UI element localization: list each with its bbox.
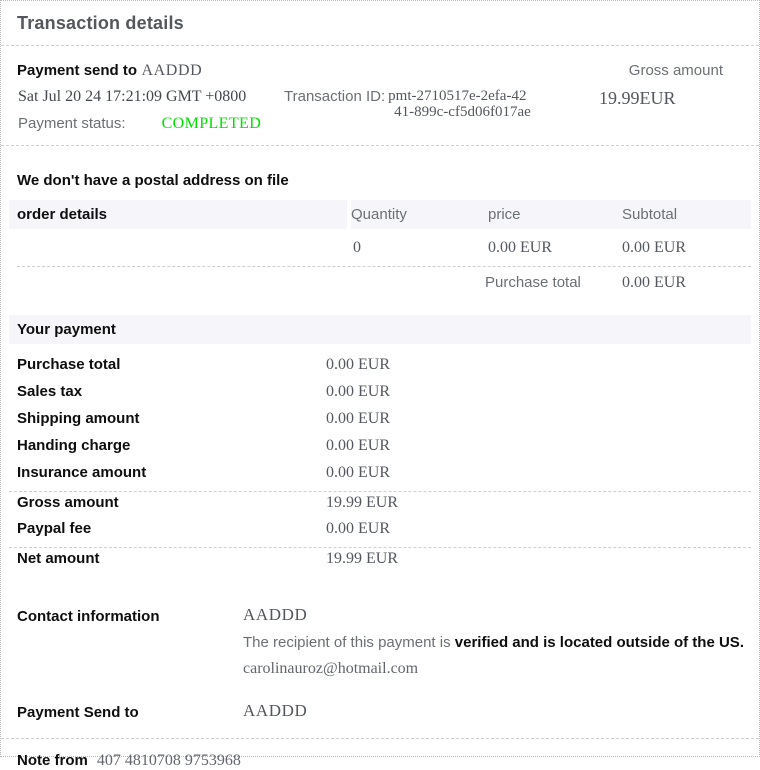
transaction-id-value [388,88,531,120]
payment-send-to-section [9,701,751,721]
order-details-title: order details [9,200,347,229]
purchase-total-value: 0.00 EUR [622,274,686,291]
your-payment-rows [9,356,751,576]
row-value: 19.99 EUR [326,494,398,511]
subtotal-column-header: Subtotal [618,200,751,229]
price-column-header: price [484,200,618,229]
payment-status-value: COMPLETED [161,115,262,132]
row-value: 0.00 EUR [326,464,390,481]
recipient-note-prefix: The recipient of this payment is [243,634,455,651]
order-item-cell [9,229,347,266]
note-from-value: 407 4810708 9753968 [96,752,241,769]
transaction-id-line1: pmt-2710517e-2efa-42 [388,88,527,104]
transaction-id-label: Transaction ID: [284,88,386,105]
payment-status-label: Payment status: [18,115,126,132]
summary-right-column [599,88,751,109]
recipient-note-bold: verified and is located outside of the US. [454,634,744,651]
note-from-section [1,738,759,770]
note-from-label: Note from [17,752,88,769]
row-label: Handing charge [17,437,131,454]
contact-email: carolinauroz@hotmail.com [243,660,419,677]
row-label: Sales tax [17,383,83,400]
transaction-date: Sat Jul 20 24 17:21:09 GMT +0800 [18,88,247,105]
payment-row-shipping-amount [9,410,751,437]
quantity-column-header: Quantity [351,200,484,229]
row-value: 0.00 EUR [326,383,390,400]
row-value: 0.00 EUR [326,356,390,373]
row-label: Net amount [17,550,100,567]
payment-row-sales-tax [9,383,751,410]
row-label: Paypal fee [17,520,92,537]
contact-name: AADDD [243,605,308,624]
row-value: 19.99 EUR [326,550,398,567]
order-details-table [9,200,751,300]
subtotal-value: 0.00 EUR [622,239,686,256]
payment-row-gross-amount [9,491,751,520]
row-label: Insurance amount [17,464,147,481]
your-payment-section-header: Your payment [9,315,751,344]
postal-address-notice: We don't have a postal address on file [17,172,289,189]
page-title: Transaction details [17,13,184,33]
payment-row-handing-charge [9,437,751,464]
row-value: 0.00 EUR [326,410,390,427]
recipient-verification-note [243,634,751,651]
payment-row-paypal-fee [9,520,751,547]
purchase-total-label: Purchase total [485,274,581,291]
payment-send-to-bottom-label: Payment Send to [17,704,139,721]
payment-row-net-amount [9,547,751,576]
payment-send-to-bottom-value: AADDD [243,701,308,720]
summary-left-column [9,88,284,133]
quantity-value: 0 [353,239,361,256]
row-value: 0.00 EUR [326,437,390,454]
order-table-row [9,229,751,266]
summary-detail-row [9,82,751,133]
row-value: 0.00 EUR [326,520,390,537]
payment-send-to-group [9,62,202,80]
row-label: Purchase total [17,356,121,373]
order-table-header [9,200,751,229]
page-header [1,1,759,46]
contact-information-details [243,605,751,678]
payment-row-purchase-total [9,356,751,383]
payment-send-to-name: AADDD [141,62,203,79]
payment-send-to-label: Payment send to [17,62,138,79]
transaction-id-line2: 41-899c-cf5d06f017ae [394,104,531,120]
row-label: Gross amount [17,494,119,511]
row-label: Shipping amount [17,410,140,427]
gross-amount-value: 19.99EUR [599,88,676,108]
gross-amount-header: Gross amount [628,62,723,79]
summary-top-row [9,56,751,82]
payment-row-insurance-amount [9,464,751,491]
payment-summary-section [1,46,759,146]
transaction-id-group [284,88,599,120]
contact-information-section [9,605,751,678]
purchase-total-row [9,267,751,300]
price-value: 0.00 EUR [488,239,552,256]
contact-information-label: Contact information [17,608,160,625]
payment-status-line [18,115,284,133]
